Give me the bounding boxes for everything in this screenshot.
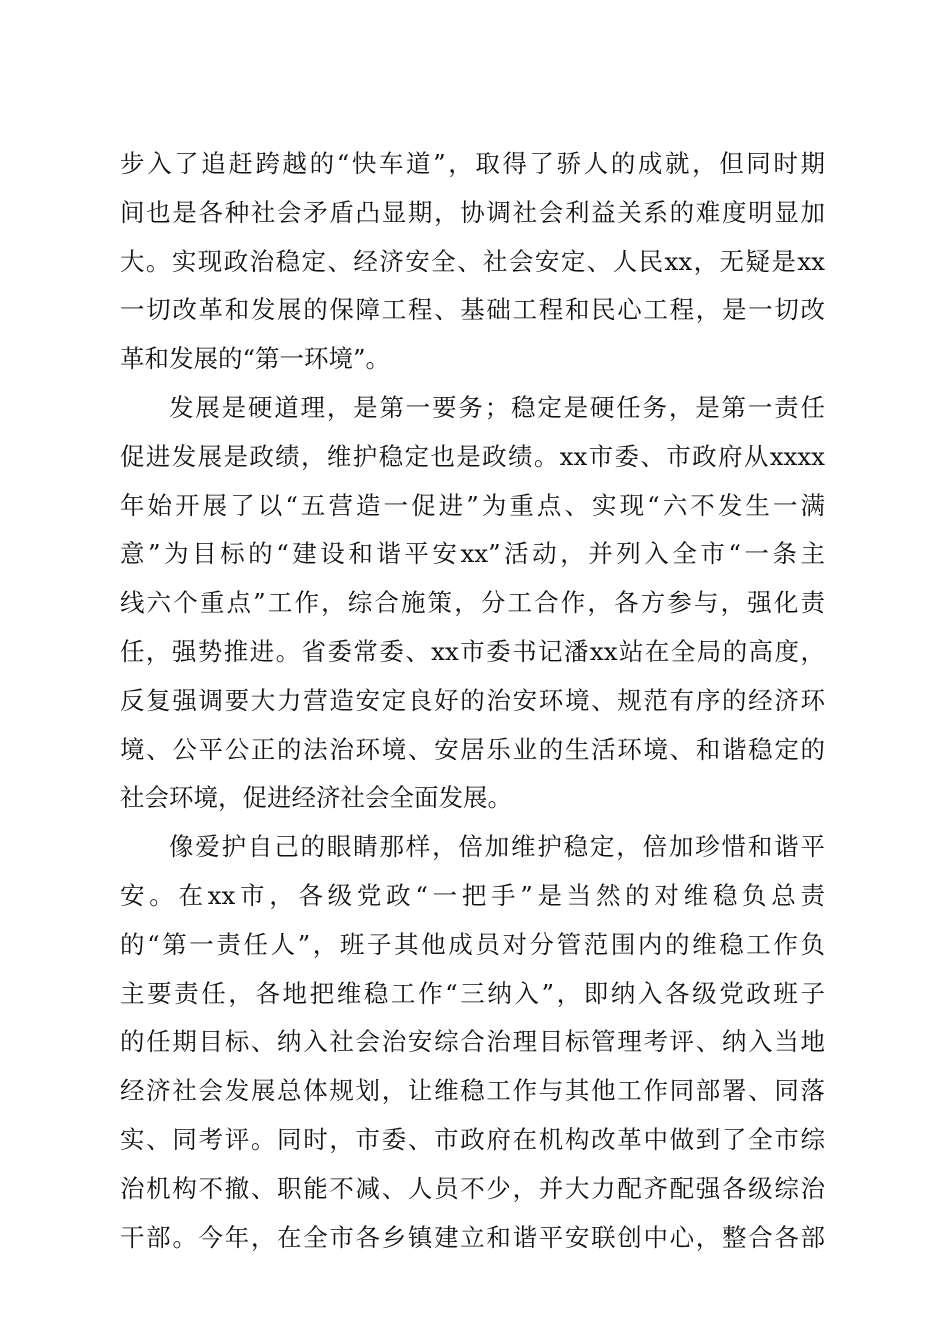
text-line: 安。在xx市，各级党政“一把手”是当然的对维稳负总责 — [120, 880, 825, 910]
text-line: 促进发展是政绩，维护稳定也是政绩。xx市委、市政府从xxxx — [120, 441, 825, 471]
paragraph-2 — [120, 384, 825, 823]
text-line: 步入了追赶跨越的“快车道”，取得了骄人的成就，但同时期 — [120, 149, 825, 178]
text-line: 社会环境，促进经济社会全面发展。 — [120, 783, 512, 813]
text-line: 干部。今年，在全市各乡镇建立和谐平安联创中心，整合各部 — [120, 1222, 825, 1252]
text-line: 大。实现政治稳定、经济安全、社会安定、人民xx，无疑是xx — [120, 246, 825, 276]
text-line: 间也是各种社会矛盾凸显期，协调社会利益关系的难度明显加 — [120, 197, 825, 227]
text-line: 的任期目标、纳入社会治安综合治理目标管理考评、纳入当地 — [120, 1027, 825, 1057]
text-line: 反复强调要大力营造安定良好的治安环境、规范有序的经济环 — [120, 685, 825, 715]
text-line: 经济社会发展总体规划，让维稳工作与其他工作同部署、同落 — [120, 1076, 825, 1106]
text-line: 实、同考评。同时，市委、市政府在机构改革中做到了全市综 — [120, 1124, 825, 1154]
text-line: 治机构不撤、职能不减、人员不少，并大力配齐配强各级综治 — [120, 1173, 825, 1203]
text-line: 一切改革和发展的保障工程、基础工程和民心工程，是一切改 — [120, 295, 825, 325]
body-text — [120, 140, 825, 1262]
text-line: 像爱护自己的眼睛那样，倍加维护稳定，倍加珍惜和谐平 — [169, 832, 825, 862]
text-line: 意”为目标的“建设和谐平安xx”活动，并列入全市“一条主 — [120, 539, 825, 569]
text-line: 任，强势推进。省委常委、xx市委书记潘xx站在全局的高度， — [120, 636, 825, 666]
text-line: 主要责任，各地把维稳工作“三纳入”，即纳入各级党政班子 — [120, 978, 825, 1008]
paragraph-3 — [120, 823, 825, 1262]
paragraph-1 — [120, 140, 825, 384]
text-line: 发展是硬道理，是第一要务；稳定是硬任务，是第一责任 — [169, 392, 825, 422]
text-line: 线六个重点”工作，综合施策，分工合作，各方参与，强化责 — [120, 588, 825, 618]
text-line: 年始开展了以“五营造一促进”为重点、实现“六不发生一满 — [120, 490, 825, 520]
text-line: 的“第一责任人”，班子其他成员对分管范围内的维稳工作负 — [120, 929, 825, 959]
text-line: 境、公平公正的法治环境、安居乐业的生活环境、和谐稳定的 — [120, 734, 825, 764]
text-line: 革和发展的“第一环境”。 — [120, 344, 391, 374]
